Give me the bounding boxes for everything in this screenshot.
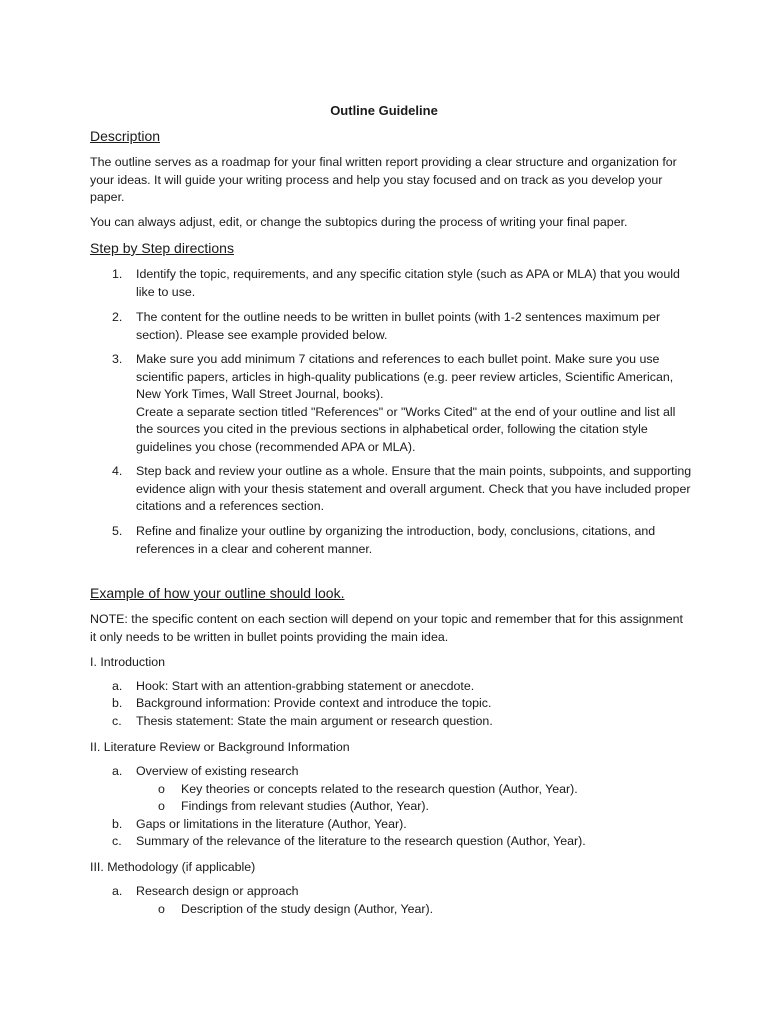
subitem-marker: o (158, 799, 165, 813)
outline-item (112, 678, 712, 696)
step-text: Refine and finalize your outline by organizing the introduction, body, conclusions, citations, and references in a clear and coherent manner. (136, 524, 656, 556)
step-number: 2. (112, 310, 123, 324)
step-item (112, 463, 692, 516)
item-marker: a. (112, 884, 123, 898)
item-text: Gaps or limitations in the literature (Author, Year). (136, 817, 407, 831)
outline-item (112, 713, 712, 731)
step-text: Step back and review your outline as a whole. Ensure that the main points, subpoints, and supporting evidence align with your thesis statement and overall argument. Check that you have included proper citations and a references section. (136, 464, 692, 513)
item-marker: a. (112, 679, 123, 693)
step-text: The content for the outline needs to be written in bullet points (with 1-2 sentences maximum per section). Please see example provided below. (136, 310, 661, 342)
outline-subitem (158, 798, 698, 816)
page-title: Outline Guideline (330, 103, 438, 118)
subitem-marker: o (158, 782, 165, 796)
subitem-marker: o (158, 902, 165, 916)
step-item (112, 351, 692, 456)
example-note: NOTE: the specific content on each section will depend on your topic and remember that for this assignment it only needs to be written in bullet points providing the main idea. (90, 612, 683, 644)
item-marker: b. (112, 817, 123, 831)
step-number: 4. (112, 464, 123, 478)
step-number: 5. (112, 524, 123, 538)
item-marker: a. (112, 764, 123, 778)
step-item (112, 309, 692, 344)
outline-subitem (158, 901, 698, 919)
example-heading: Example of how your outline should look. (90, 585, 345, 601)
item-text: Key theories or concepts related to the research question (Author, Year). (181, 782, 578, 796)
steps-heading: Step by Step directions (90, 240, 234, 256)
step-number: 3. (112, 352, 123, 366)
description-paragraph-2: You can always adjust, edit, or change the subtopics during the process of writing your final paper. (90, 215, 628, 229)
outline-item (112, 883, 712, 901)
item-text: Thesis statement: State the main argument or research question. (136, 714, 493, 728)
item-text: Hook: Start with an attention-grabbing statement or anecdote. (136, 679, 475, 693)
section-title: III. Methodology (if applicable) (90, 860, 256, 874)
step-item (112, 266, 692, 301)
step-number: 1. (112, 267, 123, 281)
section-title: II. Literature Review or Background Information (90, 740, 350, 754)
description-paragraph-1: The outline serves as a roadmap for your final written report providing a clear structure and organization for your ideas. It will guide your writing process and help you stay focused and on track as you develop your paper. (90, 155, 677, 204)
section-title: I. Introduction (90, 655, 166, 669)
item-marker: c. (112, 834, 122, 848)
item-text: Background information: Provide context and introduce the topic. (136, 696, 492, 710)
outline-item (112, 833, 712, 851)
outline-item (112, 816, 712, 834)
step-text: Identify the topic, requirements, and any specific citation style (such as APA or MLA) that you would like to use. (136, 267, 680, 299)
item-text: Description of the study design (Author, Year). (181, 902, 434, 916)
outline-item (112, 695, 712, 713)
item-text: Overview of existing research (136, 764, 299, 778)
description-heading: Description (90, 128, 161, 144)
outline-subitem (158, 781, 698, 799)
item-text: Research design or approach (136, 884, 299, 898)
item-text: Findings from relevant studies (Author, Year). (181, 799, 429, 813)
outline-item (112, 763, 712, 781)
step-item (112, 523, 692, 558)
item-text: Summary of the relevance of the literature to the research question (Author, Year). (136, 834, 586, 848)
item-marker: b. (112, 696, 123, 710)
step-text-continued: Create a separate section titled "References" or "Works Cited" at the end of your outline and list all the sources you cited in the previous sections in alphabetical order, following the citation style guidelines you chose (recommended APA or MLA). (136, 404, 676, 454)
step-text: Make sure you add minimum 7 citations and references to each bullet point. Make sure you use scientific papers, articles in high-quality publications (e.g. peer review articles, Scientific American, New York Times, Wall Street Journal, books). (136, 352, 674, 401)
item-marker: c. (112, 714, 122, 728)
